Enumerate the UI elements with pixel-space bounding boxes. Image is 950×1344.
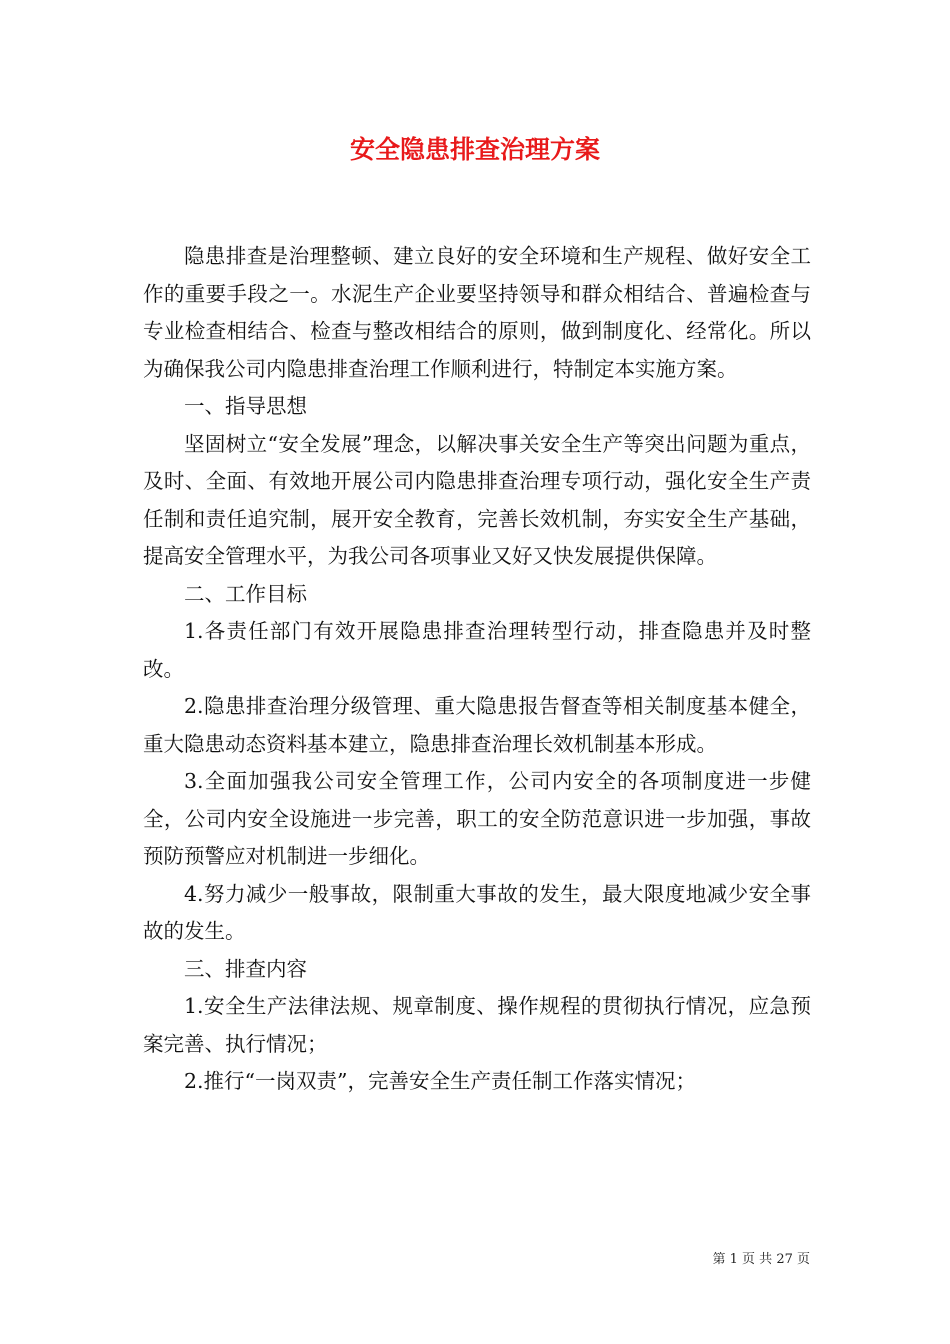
content-item-2: 2.推行“一岗双责”，完善安全生产责任制工作落实情况；: [184, 1069, 697, 1093]
paragraph-guiding-ideology: 坚固树立“安全发展”理念，以解决事关安全生产等突出问题为重点，及时、全面、有效地开展公司内隐患排查治理专项行动，强化安全生产责任制和责任追究制，展开安全教育，完善长效机制，夯实安全生产基础，提高安全管理水平，为我公司各项事业又好又快发展提供保障。: [143, 431, 811, 568]
section-heading-inspection-content: 三、排查内容: [184, 956, 307, 981]
goal-item-1: 1.各责任部门有效开展隐患排查治理转型行动，排查隐患并及时整改。: [143, 619, 811, 681]
goal-item-3: 3.全面加强我公司安全管理工作，公司内安全的各项制度进一步健全，公司内安全设施进一步完善，职工的安全防范意识进一步加强，事故预防预警应对机制进一步细化。: [143, 769, 811, 868]
document-title: 安全隐患排查治理方案: [349, 135, 600, 164]
page-number: 第 1 页 共 27 页: [712, 1252, 810, 1267]
document-body: [143, 238, 811, 1101]
goal-item-2: 2.隐患排查治理分级管理、重大隐患报告督查等相关制度基本健全，重大隐患动态资料基本建立，隐患排查治理长效机制基本形成。: [143, 694, 811, 756]
section-heading-work-goals: 二、工作目标: [184, 581, 307, 606]
content-item-1: 1.安全生产法律法规、规章制度、操作规程的贯彻执行情况，应急预案完善、执行情况；: [143, 994, 811, 1056]
section-heading-guiding-ideology: 一、指导思想: [184, 394, 307, 418]
goal-item-4: 4.努力减少一般事故，限制重大事故的发生，最大限度地减少安全事故的发生。: [143, 881, 811, 943]
paragraph-intro: 隐患排查是治理整顿、建立良好的安全环境和生产规程、做好安全工作的重要手段之一。水泥生产企业要坚持领导和群众相结合、普遍检查与专业检查相结合、检查与整改相结合的原则，做到制度化、经常化。所以为确保我公司内隐患排查治理工作顺利进行，特制定本实施方案。: [143, 244, 811, 381]
